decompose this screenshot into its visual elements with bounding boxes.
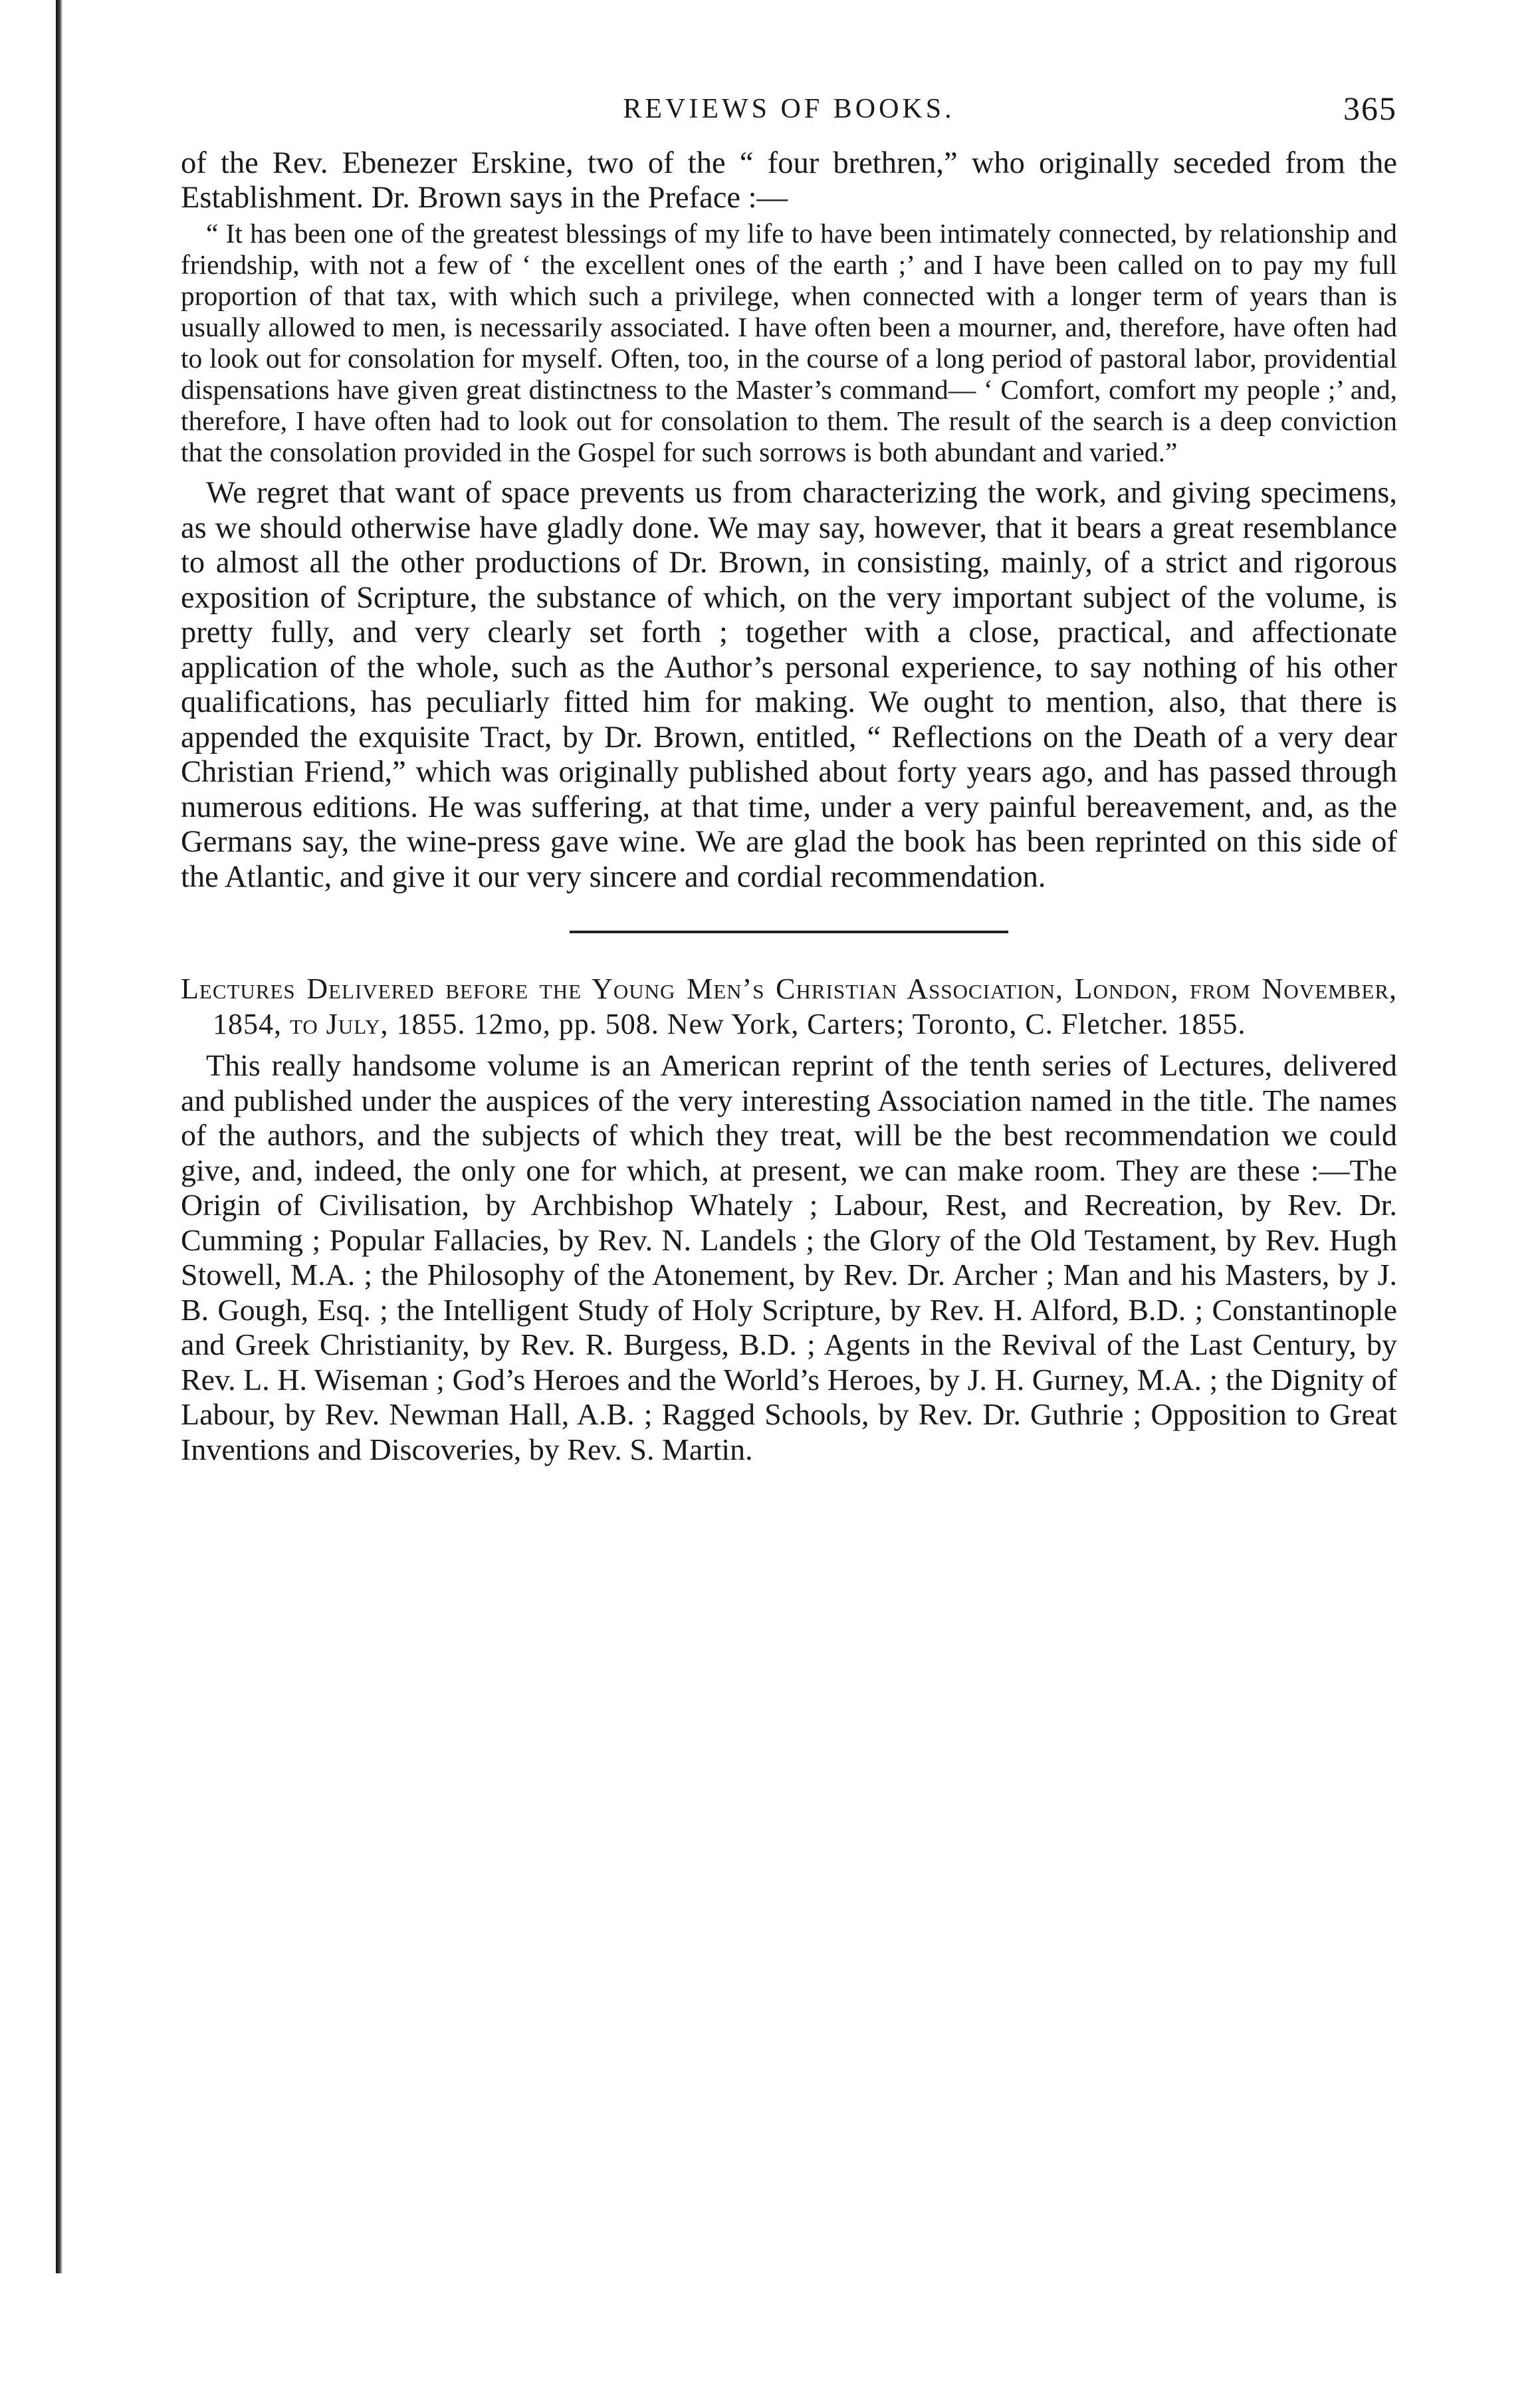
preface-quotation: “ It has been one of the greatest blessings of my life to have been intimately connected, by relationship and friendship, with not a few of ‘ the excellent ones of the earth ;’ and I have been called on to pay my full proportion of that tax, with which such a privilege, when connected with a longer term of years than is usually allowed to men, is necessarily associated. I have often been a mourner, and, therefore, have often had to look out for consolation for myself. Often, too, in the course of a long period of pastoral labor, providential dispensations have given great distinctness to the Master’s command— ‘ Comfort, comfort my people ;’ and, therefore, I have often had to look out for consolation to them. The result of the search is a deep conviction that the consolation provided in the Gospel for such sorrows is both abundant and varied.” — [181, 218, 1397, 467]
review-opening-text: of the Rev. Ebenezer Erskine, two of the “ four brethren,” who originally seceded from the Establishment. Dr. Brown says in the Preface :— — [181, 146, 1397, 215]
page — [181, 86, 1397, 1467]
running-head — [181, 86, 1397, 146]
next-review — [181, 972, 1397, 1467]
section-divider — [570, 931, 1008, 933]
binding-margin-rule — [56, 0, 62, 2273]
running-head-title: REVIEWS OF BOOKS. — [623, 94, 955, 124]
review-continuation — [181, 146, 1397, 895]
book-heading — [181, 972, 1397, 1042]
review-closing-paragraph: We regret that want of space prevents us from characterizing the work, and giving specimens, as we should otherwise have gladly done. We may say, however, that it bears a great resemblance to almost all the other productions of Dr. Brown, in consisting, mainly, of a strict and rigorous exposition of Scripture, the substance of which, on the very important subject of the volume, is pretty fully, and very clearly set forth ; together with a close, practical, and affectionate application of the whole, such as the Author’s personal experience, to say nothing of his other qualifications, has peculiarly fitted him for making. We ought to mention, also, that there is appended the exquisite Tract, by Dr. Brown, entitled, “ Reflections on the Death of a very dear Christian Friend,” which was originally published about forty years ago, and has passed through numerous editions. He was suffering, at that time, under a very painful bereavement, and, as the Germans say, the wine-press gave wine. We are glad the book has been reprinted on this side of the Atlantic, and give it our very sincere and cordial recommendation. — [181, 476, 1397, 894]
review-body-paragraph: This really handsome volume is an American reprint of the tenth series of Lectures, delivered and published under the auspices of the very interesting Association named in the title. The names of the authors, and the subjects of which they treat, will be the best recommendation we could give, and, indeed, the only one for which, at present, we can make room. They are these :—The Origin of Civilisation, by Archbishop Whately ; Labour, Rest, and Recreation, by Rev. Dr. Cumming ; Popular Fallacies, by Rev. N. Landels ; the Glory of the Old Testament, by Rev. Hugh Stowell, M.A. ; the Philosophy of the Atonement, by Rev. Dr. Archer ; Man and his Masters, by J. B. Gough, Esq. ; the Intelligent Study of Holy Scripture, by Rev. H. Alford, B.D. ; Constantinople and Greek Christianity, by Rev. R. Burgess, B.D. ; Agents in the Revival of the Last Century, by Rev. L. H. Wiseman ; God’s Heroes and the World’s Heroes, by J. H. Gurney, M.A. ; the Dignity of Labour, by Rev. Newman Hall, A.B. ; Ragged Schools, by Rev. Dr. Guthrie ; Opposition to Great Inventions and Discoveries, by Rev. S. Martin. — [181, 1048, 1397, 1466]
book-title: Lectures Delivered before the Young Men’s Christian Association, London, from November, 1854, to July, 1855. — [181, 972, 1397, 1040]
book-publication-details: 12mo, pp. 508. New York, Carters; Toronto, C. Fletcher. 1855. — [473, 1007, 1246, 1040]
page-number: 365 — [1343, 90, 1397, 127]
